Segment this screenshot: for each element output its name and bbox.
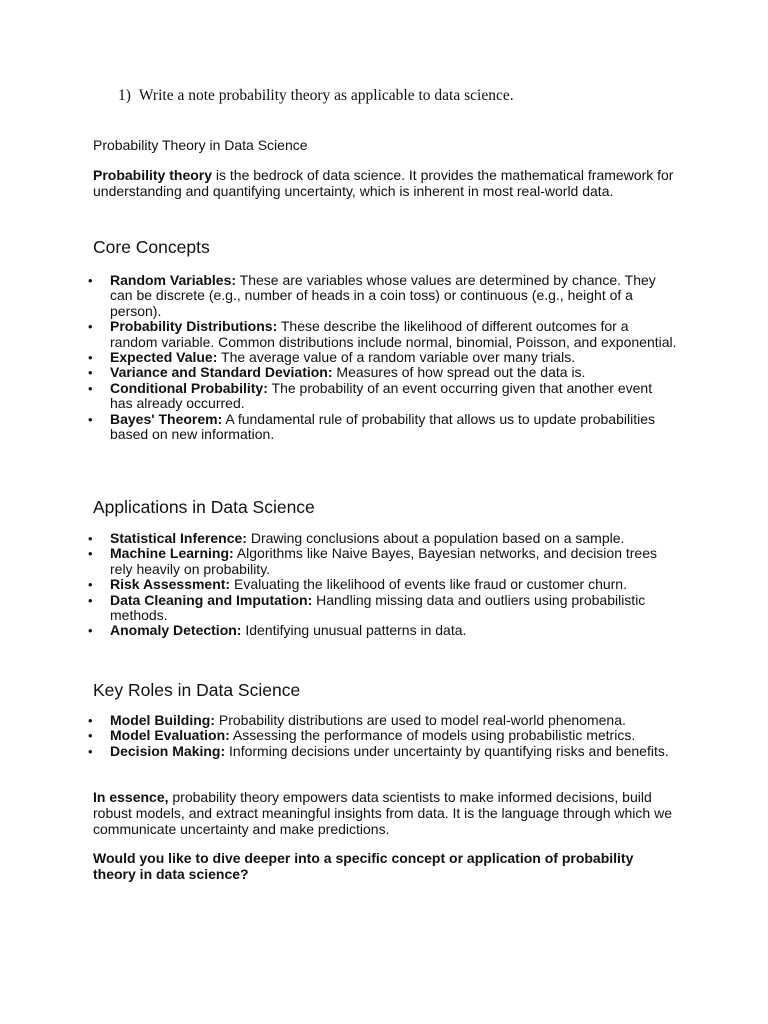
item-term: Conditional Probability:	[110, 379, 268, 396]
list-item	[88, 728, 678, 743]
item-term: Risk Assessment:	[110, 576, 231, 593]
item-text: Probability distributions are used to model real-world phenomena.	[214, 712, 626, 728]
item-text: These describe the likelihood of different outcomes for a random variable. Common distributions include normal, binomial, Poisson, and exponential.	[110, 318, 677, 350]
item-term: Model Evaluation:	[110, 727, 230, 744]
item-text: These are variables whose values are determined by chance. They can be discrete (e.g., number of heads in a coin toss) or continuous (e.g., height of a person).	[110, 272, 656, 319]
item-term: Random Variables:	[110, 272, 237, 288]
item-term: Bayes' Theorem:	[110, 410, 223, 427]
list-key-roles	[88, 713, 678, 759]
list-item	[88, 744, 678, 759]
heading-applications: Applications in Data Science	[93, 497, 315, 517]
closing-question: Would you like to dive deeper into a specific concept or application of probability theory in data science?	[93, 850, 634, 882]
heading-core-concepts: Core Concepts	[93, 237, 210, 257]
item-text: The average value of a random variable over many trials.	[217, 349, 576, 366]
list-item	[88, 381, 678, 412]
item-term: Machine Learning:	[110, 545, 234, 562]
item-text: Identifying unusual patterns in data.	[241, 622, 467, 639]
item-term: Expected Value:	[110, 349, 218, 366]
item-text: Drawing conclusions about a population based on a sample.	[246, 530, 625, 546]
item-text: Informing decisions under uncertainty by quantifying risks and benefits.	[225, 742, 669, 759]
item-text: A fundamental rule of probability that allows us to update probabilities based on new information.	[110, 410, 655, 443]
intro-paragraph	[93, 167, 693, 199]
item-text: Algorithms like Naive Bayes, Bayesian networks, and decision trees rely heavily on probability.	[110, 545, 658, 577]
intro-text: is the bedrock of data science. It provides the mathematical framework for understanding and quantifying uncertainty, which is inherent in most real-world data.	[93, 167, 674, 199]
list-item	[88, 546, 678, 577]
item-term: Variance and Standard Deviation:	[110, 364, 333, 381]
list-applications	[88, 531, 678, 639]
item-term: Probability Distributions:	[110, 318, 278, 335]
list-item	[88, 713, 678, 728]
list-item	[88, 319, 678, 350]
question-line	[118, 87, 514, 105]
item-term: Decision Making:	[110, 742, 226, 759]
item-text: Measures of how spread out the data is.	[332, 364, 586, 381]
item-text: Assessing the performance of models using probabilistic metrics.	[229, 727, 636, 744]
list-item	[88, 593, 678, 624]
item-term: Anomaly Detection:	[110, 622, 242, 639]
intro-term: Probability theory	[93, 167, 213, 183]
list-item	[88, 273, 678, 319]
list-item	[88, 577, 678, 592]
list-item	[88, 531, 678, 546]
document-subtitle: Probability Theory in Data Science	[93, 137, 308, 153]
heading-key-roles: Key Roles in Data Science	[93, 680, 301, 700]
item-text: The probability of an event occurring given that another event has already occurred.	[110, 379, 653, 412]
list-item	[88, 350, 678, 365]
list-item	[88, 623, 678, 638]
list-item	[88, 412, 678, 443]
essence-text: probability theory empowers data scientists to make informed decisions, build robust models, and extract meaningful insights from data. It is the language through which we communicate uncertainty and make predictions.	[93, 789, 672, 837]
item-term: Statistical Inference:	[110, 530, 247, 546]
question-text: Write a note probability theory as applicable to data science.	[138, 87, 514, 104]
item-text: Handling missing data and outliers using probabilistic methods.	[110, 591, 646, 624]
item-term: Model Building:	[110, 712, 215, 728]
item-term: Data Cleaning and Imputation:	[110, 591, 313, 608]
item-text: Evaluating the likelihood of events like fraud or customer churn.	[230, 576, 627, 593]
list-core-concepts	[88, 273, 678, 442]
list-item	[88, 365, 678, 380]
question-number: 1)	[118, 87, 131, 104]
essence-paragraph	[93, 789, 673, 837]
essence-lead: In essence,	[93, 789, 169, 805]
